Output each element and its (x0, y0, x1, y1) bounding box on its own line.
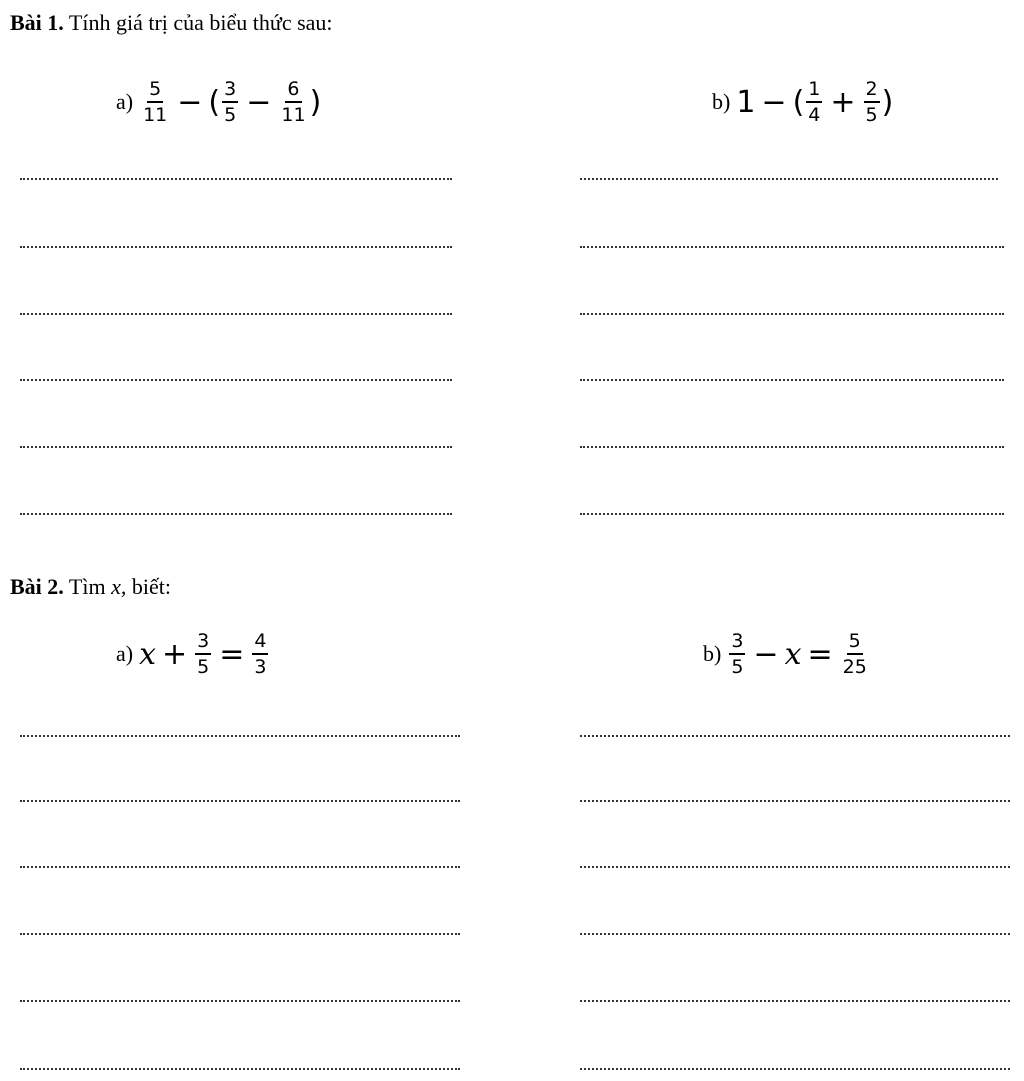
answer-line[interactable] (20, 735, 460, 737)
denominator: 25 (842, 656, 867, 678)
fraction (141, 78, 169, 126)
answer-line[interactable] (580, 379, 1004, 381)
answer-line[interactable] (580, 446, 1004, 448)
equals-sign: = (219, 636, 245, 672)
exercise-1a-math (139, 78, 321, 126)
fraction (864, 78, 880, 126)
minus-sign: − (246, 84, 272, 120)
exercise-1b-label: b) (712, 89, 731, 114)
exercise-2-variable: x, (111, 574, 127, 599)
exercise-1a-label: a) (116, 89, 134, 114)
numerator: 5 (847, 630, 863, 655)
numerator: 3 (195, 630, 211, 655)
fraction (195, 630, 211, 678)
fraction (729, 630, 745, 678)
number-one: 1 (736, 84, 756, 120)
denominator: 3 (254, 656, 267, 678)
numerator: 4 (252, 630, 268, 655)
answer-line[interactable] (580, 246, 1004, 248)
minus-sign: − (753, 636, 779, 672)
answer-line[interactable] (580, 933, 1010, 935)
numerator: 3 (222, 78, 238, 103)
answer-line[interactable] (20, 246, 452, 248)
denominator: 5 (865, 104, 878, 126)
numerator: 5 (147, 78, 163, 103)
answer-line[interactable] (20, 800, 460, 802)
open-paren: ( (792, 84, 805, 120)
answer-line[interactable] (580, 866, 1010, 868)
answer-line[interactable] (580, 1000, 1010, 1002)
fraction (222, 78, 238, 126)
exercise-2-number: Bài 2. (10, 574, 64, 599)
exercise-1b-math (736, 78, 893, 126)
answer-line[interactable] (580, 513, 1004, 515)
close-paren: ) (881, 84, 894, 120)
answer-line[interactable] (20, 1068, 460, 1070)
exercise-2b-label: b) (703, 641, 722, 666)
open-paren: ( (208, 84, 221, 120)
equals-sign: = (807, 636, 833, 672)
exercise-2a-equation (116, 630, 270, 678)
answer-line[interactable] (20, 1000, 460, 1002)
answer-line[interactable] (20, 379, 452, 381)
exercise-2b-math (727, 630, 870, 678)
minus-sign: − (177, 84, 203, 120)
exercise-1a-expression (116, 78, 321, 126)
numerator: 2 (864, 78, 880, 103)
exercise-1-number: Bài 1. (10, 10, 64, 35)
variable-x: x (784, 636, 802, 672)
denominator: 11 (143, 104, 168, 126)
answer-line[interactable] (20, 866, 460, 868)
exercise-1b-expression (712, 78, 893, 126)
denominator: 4 (808, 104, 821, 126)
exercise-2b-equation (703, 630, 871, 678)
answer-line[interactable] (20, 313, 452, 315)
denominator: 5 (197, 656, 210, 678)
minus-sign: − (761, 84, 787, 120)
answer-line[interactable] (580, 178, 998, 180)
exercise-1-instruction: Tính giá trị của biểu thức sau: (68, 10, 333, 35)
plus-sign: + (830, 84, 856, 120)
denominator: 11 (281, 104, 306, 126)
answer-line[interactable] (580, 313, 1004, 315)
denominator: 5 (224, 104, 237, 126)
fraction (252, 630, 268, 678)
denominator: 5 (731, 656, 744, 678)
answer-line[interactable] (20, 513, 452, 515)
numerator: 6 (285, 78, 301, 103)
variable-x: x (139, 636, 157, 672)
close-paren: ) (309, 84, 322, 120)
numerator: 3 (729, 630, 745, 655)
answer-line[interactable] (580, 1068, 1010, 1070)
exercise-2-heading (10, 574, 171, 600)
answer-line[interactable] (20, 178, 452, 180)
answer-line[interactable] (580, 735, 1010, 737)
exercise-2a-math (139, 630, 270, 678)
plus-sign: + (162, 636, 188, 672)
exercise-2-instruction-pre: Tìm (68, 574, 106, 599)
exercise-1-heading (10, 10, 333, 36)
fraction (279, 78, 307, 126)
exercise-2a-label: a) (116, 641, 134, 666)
answer-line[interactable] (20, 933, 460, 935)
fraction (806, 78, 822, 126)
exercise-2-instruction-post: biết: (131, 574, 171, 599)
answer-line[interactable] (20, 446, 452, 448)
numerator: 1 (806, 78, 822, 103)
fraction (841, 630, 869, 678)
answer-line[interactable] (580, 800, 1010, 802)
